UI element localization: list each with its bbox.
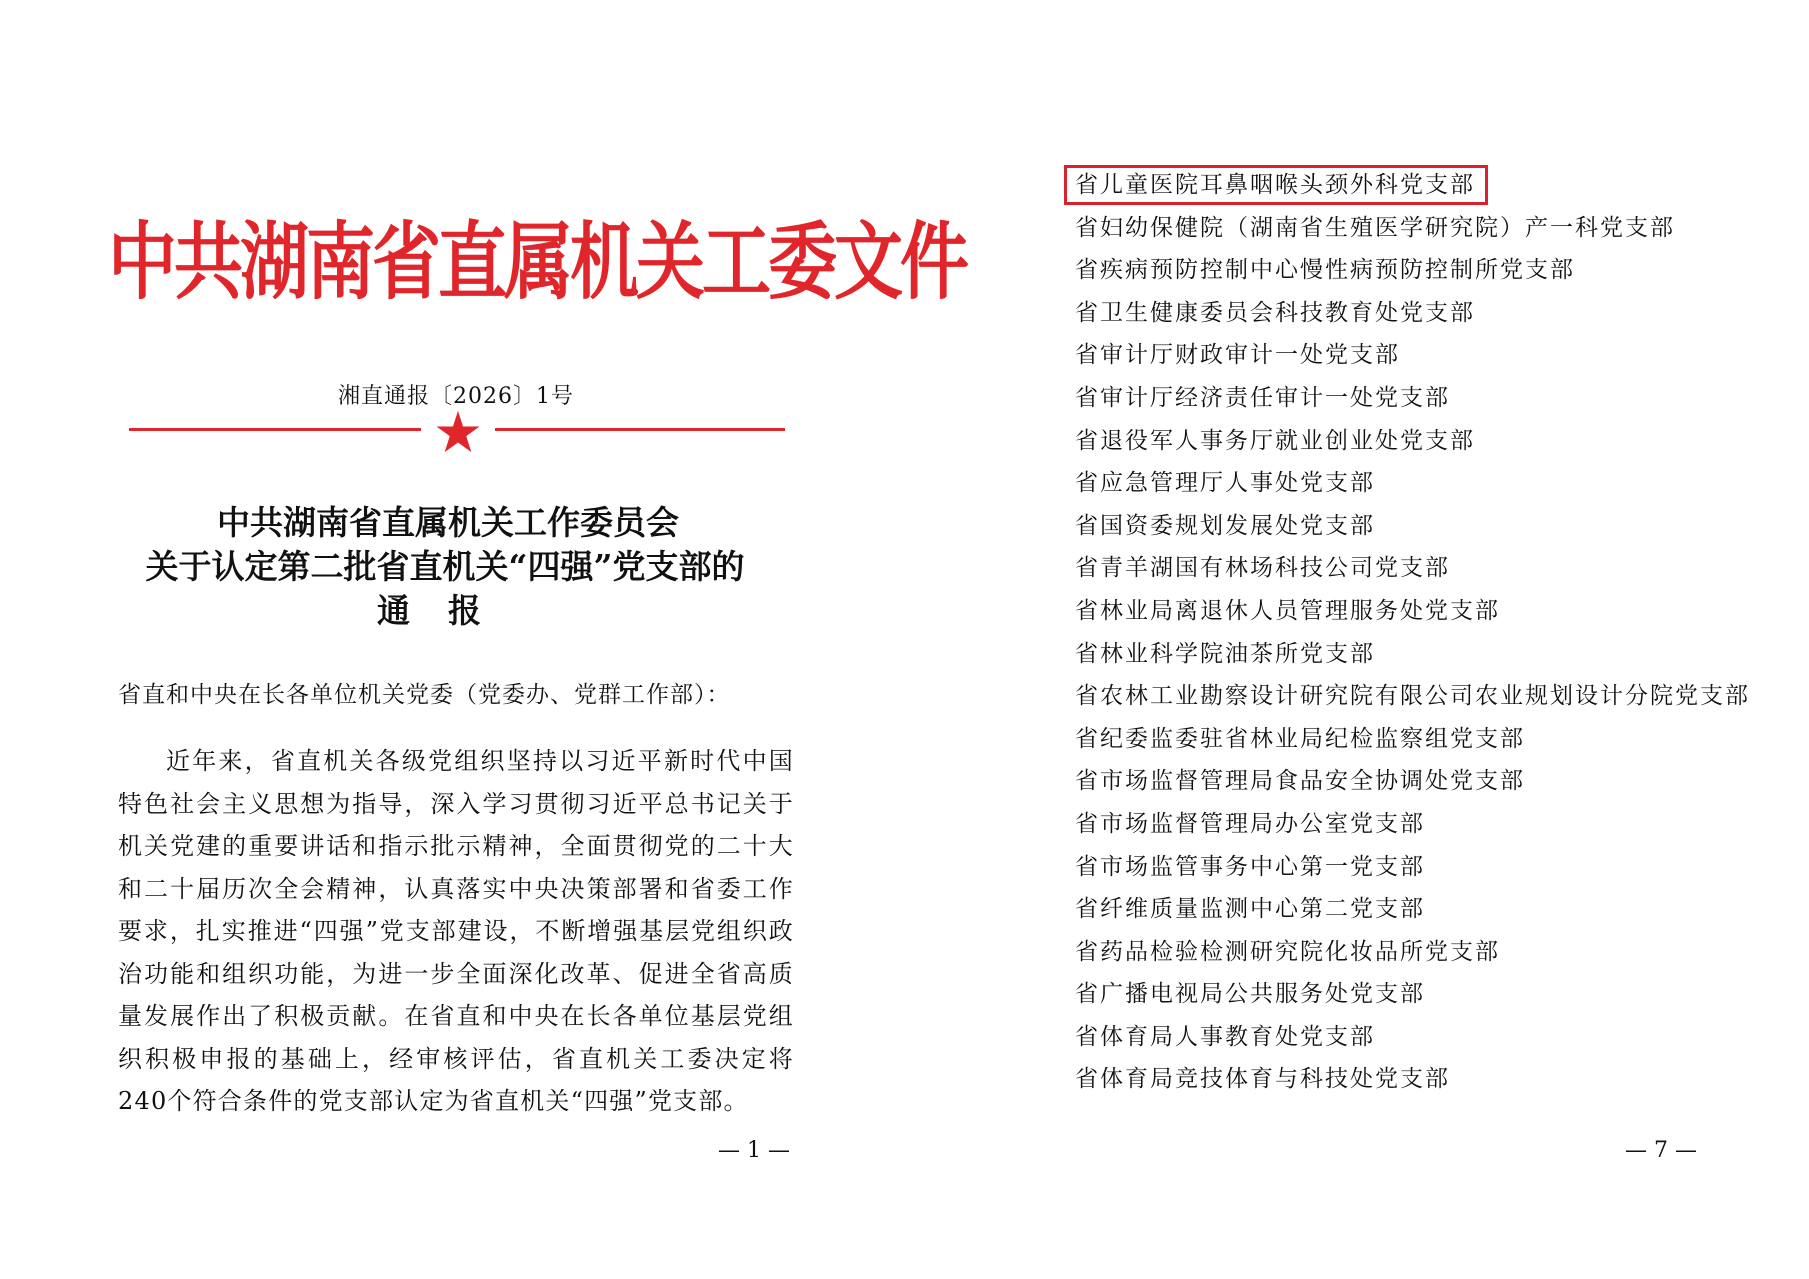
branch-list-item [1075, 377, 1750, 420]
document-number: 湘直通报〔2026〕1号 [338, 384, 574, 409]
branch-name: 省青羊湖国有林场科技公司党支部 [1075, 555, 1450, 582]
title-line-3: 通报 [377, 591, 519, 630]
branch-list-item [1075, 420, 1750, 463]
body-paragraph: 近年来，省直机关各级党组织坚持以习近平新时代中国特色社会主义思想为指导，深入学习贯彻习近平总书记关于机关党建的重要讲话和指示批示精神，全面贯彻党的二十大和二十届历次全会精神，认真落实中央决策部署和省委工作要求，扎实推进“四强”党支部建设，不断增强基层党组织政治功能和组织功能，为进一步全面深化改革、促进全省高质量发展作出了积极贡献。在省直和中央在长各单位基层党组织积极申报的基础上，经审核评估，省直机关工委决定将240个符合条件的党支部认定为省直机关“四强”党支部。 [118, 747, 794, 1115]
branch-name: 省妇幼保健院（湖南省生殖医学研究院）产一科党支部 [1075, 214, 1675, 241]
branch-name: 省卫生健康委员会科技教育处党支部 [1075, 299, 1475, 326]
title-line-1: 中共湖南省直属机关工作委员会 [217, 503, 679, 542]
branch-list-item [1075, 846, 1750, 889]
branch-name: 省农林工业勘察设计研究院有限公司农业规划设计分院党支部 [1075, 683, 1750, 710]
branch-name: 省退役军人事务厅就业创业处党支部 [1075, 427, 1475, 454]
branch-name: 省国资委规划发展处党支部 [1075, 512, 1375, 539]
document-header: 中共湖南省直属机关工委文件 [108, 214, 966, 312]
branch-list-item [1075, 1016, 1750, 1059]
branch-name: 省市场监管事务中心第一党支部 [1075, 853, 1425, 880]
branch-list-item [1075, 505, 1750, 548]
branch-list-item [1075, 675, 1750, 718]
branch-name: 省审计厅经济责任审计一处党支部 [1075, 384, 1450, 411]
branch-list-item [1075, 973, 1750, 1016]
branch-list-item [1075, 931, 1750, 974]
branch-list-item [1075, 633, 1750, 676]
page-number-left: — 1 — [718, 1138, 790, 1163]
branch-list-item [1075, 249, 1750, 292]
branch-name: 省林业局离退休人员管理服务处党支部 [1075, 597, 1500, 624]
branch-list-item [1075, 590, 1750, 633]
branch-name: 省广播电视局公共服务处党支部 [1075, 981, 1425, 1008]
highlighted-branch-name: 省儿童医院耳鼻咽喉头颈外科党支部 [1064, 165, 1488, 205]
branch-name: 省疾病预防控制中心慢性病预防控制所党支部 [1075, 257, 1575, 284]
branch-list-item [1075, 718, 1750, 761]
branch-list-item [1075, 334, 1750, 377]
page-number-right: — 7 — [1625, 1138, 1697, 1163]
branch-list-item [1075, 1058, 1750, 1101]
branch-name: 省市场监督管理局食品安全协调处党支部 [1075, 768, 1525, 795]
branch-name: 省市场监督管理局办公室党支部 [1075, 810, 1425, 837]
branch-name: 省审计厅财政审计一处党支部 [1075, 342, 1400, 369]
branch-list-item [1075, 164, 1750, 207]
branch-name: 省纤维质量监测中心第二党支部 [1075, 896, 1425, 923]
salutation: 省直和中央在长各单位机关党委（党委办、党群工作部）： [118, 682, 731, 708]
red-rule-right [495, 428, 785, 431]
branch-list-item [1075, 292, 1750, 335]
branch-list-item [1075, 803, 1750, 846]
branch-list-item [1075, 462, 1750, 505]
branch-name: 省体育局竞技体育与科技处党支部 [1075, 1066, 1450, 1093]
branch-name: 省纪委监委驻省林业局纪检监察组党支部 [1075, 725, 1525, 752]
star-icon [435, 410, 481, 454]
party-branch-list [1075, 164, 1750, 1101]
branch-list-item [1075, 760, 1750, 803]
branch-list-item [1075, 888, 1750, 931]
branch-name: 省体育局人事教育处党支部 [1075, 1023, 1375, 1050]
branch-list-item [1075, 207, 1750, 250]
branch-name: 省林业科学院油茶所党支部 [1075, 640, 1375, 667]
branch-name: 省药品检验检测研究院化妆品所党支部 [1075, 938, 1500, 965]
branch-name: 省应急管理厅人事处党支部 [1075, 470, 1375, 497]
branch-list-item [1075, 547, 1750, 590]
red-rule-left [129, 428, 421, 431]
title-line-2: 关于认定第二批省直机关“四强”党支部的 [145, 547, 745, 586]
